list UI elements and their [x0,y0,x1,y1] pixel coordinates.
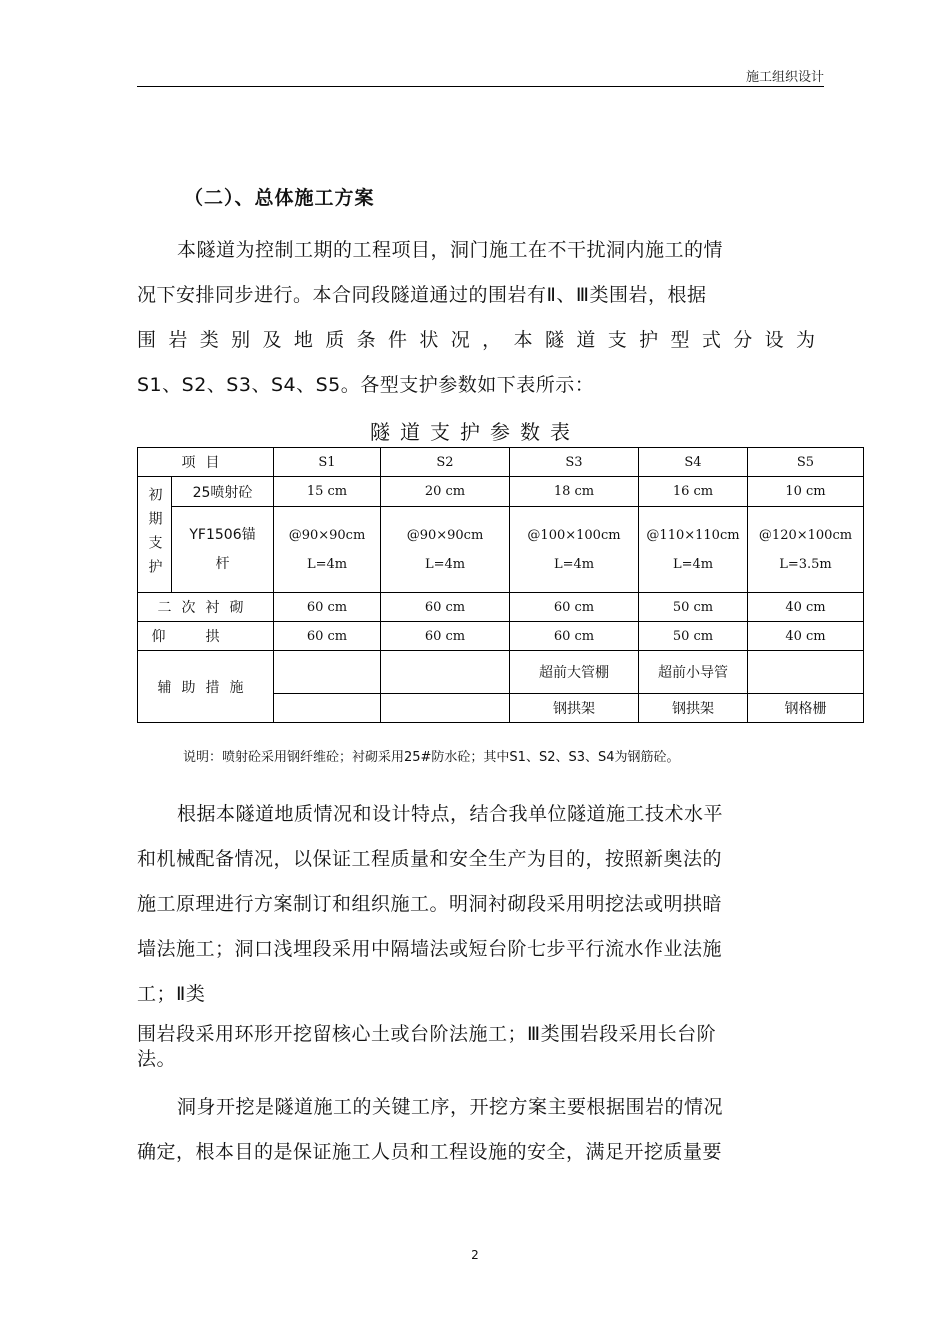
body2-line-4: 墙法施工；洞口浅埋段采用中隔墙法或短台阶七步平行流水作业法施 [137,938,723,960]
body3-line-1: 围岩段采用环形开挖留核心土或台阶法施工；Ⅲ类围岩段采用长台阶 [137,1023,717,1045]
aux-r1-s1 [274,651,381,694]
shotcrete-s2: 20 cm [381,477,510,507]
bolt-spacing: @100×100cm [527,527,621,543]
bolt-length: L=4m [672,556,714,572]
invert-row [138,622,864,651]
initial-support-label: 初期支护 [138,477,172,593]
invert-s5: 40 cm [748,622,864,651]
invert-s2: 60 cm [381,622,510,651]
lining-s4: 50 cm [639,593,748,622]
bolt-spacing: @90×90cm [406,527,484,543]
shotcrete-s3: 18 cm [510,477,639,507]
bolt-s4 [639,507,748,593]
body2-line-5: 工；Ⅱ类 [137,983,206,1005]
header-s5: S5 [748,448,864,477]
shotcrete-s5: 10 cm [748,477,864,507]
bolt-label-line-2: 杆 [215,555,230,572]
bolt-spacing: @120×100cm [758,527,853,543]
body2-line-3: 施工原理进行方案制订和组织施工。明洞衬砌段采用明挖法或明拱暗 [137,893,723,915]
header-s1: S1 [274,448,381,477]
auxiliary-label: 辅助措施 [138,651,274,723]
table-note: 说明：喷射砼采用钢纤维砼；衬砌采用25#防水砼；其中S1、S2、S3、S4为钢筋砼。 [183,750,680,765]
header-s3: S3 [510,448,639,477]
header-item: 项目 [138,448,274,477]
shotcrete-s4: 16 cm [639,477,748,507]
lining-s1: 60 cm [274,593,381,622]
bolt-length: L=3.5m [779,556,832,572]
auxiliary-row-1 [138,651,864,694]
bolt-spacing: @90×90cm [288,527,366,543]
body4-line-1: 洞身开挖是隧道施工的关键工序，开挖方案主要根据围岩的情况 [177,1096,724,1118]
aux-r1-s3: 超前大管棚 [510,651,639,694]
header-s2: S2 [381,448,510,477]
aux-r1-s4: 超前小导管 [639,651,748,694]
invert-s3: 60 cm [510,622,639,651]
lining-s2: 60 cm [381,593,510,622]
intro-line-2: 况下安排同步进行。本合同段隧道通过的围岩有Ⅱ、Ⅲ类围岩，根据 [137,284,707,306]
bolt-length: L=4m [424,556,466,572]
lining-s5: 40 cm [748,593,864,622]
bolt-s2 [381,507,510,593]
bolt-s3 [510,507,639,593]
aux-r2-s4: 钢拱架 [639,694,748,723]
invert-s1: 60 cm [274,622,381,651]
body-paragraph-2 [137,792,825,1017]
intro-line-1: 本隧道为控制工期的工程项目，洞门施工在不干扰洞内施工的情 [177,239,724,261]
aux-r2-s3: 钢拱架 [510,694,639,723]
shotcrete-row [138,477,864,507]
table-title: 隧道支护参数表 [370,420,580,444]
body2-line-1: 根据本隧道地质情况和设计特点，结合我单位隧道施工技术水平 [177,803,724,825]
header-rule [137,86,824,87]
bolt-spacing: @110×110cm [646,527,740,543]
bolt-label [172,507,274,593]
aux-r1-s5 [748,651,864,694]
aux-r2-s1 [274,694,381,723]
body-paragraph-4 [137,1085,825,1175]
header-title: 施工组织设计 [745,70,824,85]
bolt-s1 [274,507,381,593]
bolt-length: L=4m [553,556,595,572]
intro-line-4: S1、S2、S3、S4、S5。各型支护参数如下表所示： [137,374,595,396]
body3-line-2: 法。 [137,1048,177,1070]
header-s4: S4 [639,448,748,477]
page-number: 2 [471,1248,479,1262]
intro-line-3: 围岩类别及地质条件状况，本隧道支护型式分设为 [137,329,825,351]
aux-r2-s5: 钢格栅 [748,694,864,723]
aux-r2-s2 [381,694,510,723]
section-heading: （二）、总体施工方案 [184,187,375,209]
invert-label: 仰拱 [138,622,274,651]
shotcrete-label: 25喷射砼 [172,477,274,507]
shotcrete-s1: 15 cm [274,477,381,507]
body2-line-2: 和机械配备情况，以保证工程质量和安全生产为目的，按照新奥法的 [137,848,723,870]
invert-s4: 50 cm [639,622,748,651]
body4-line-2: 确定，根本目的是保证施工人员和工程设施的安全，满足开挖质量要 [137,1141,723,1163]
lining-s3: 60 cm [510,593,639,622]
bolt-row [138,507,864,593]
table-header-row [138,448,864,477]
aux-r1-s2 [381,651,510,694]
support-parameter-table [137,447,864,723]
intro-paragraph [137,228,825,408]
bolt-s5 [748,507,864,593]
bolt-label-line-1: YF1506锚 [189,526,256,543]
secondary-lining-row [138,593,864,622]
bolt-length: L=4m [306,556,348,572]
secondary-lining-label: 二次衬砌 [138,593,274,622]
body-paragraph-3 [137,1022,825,1072]
